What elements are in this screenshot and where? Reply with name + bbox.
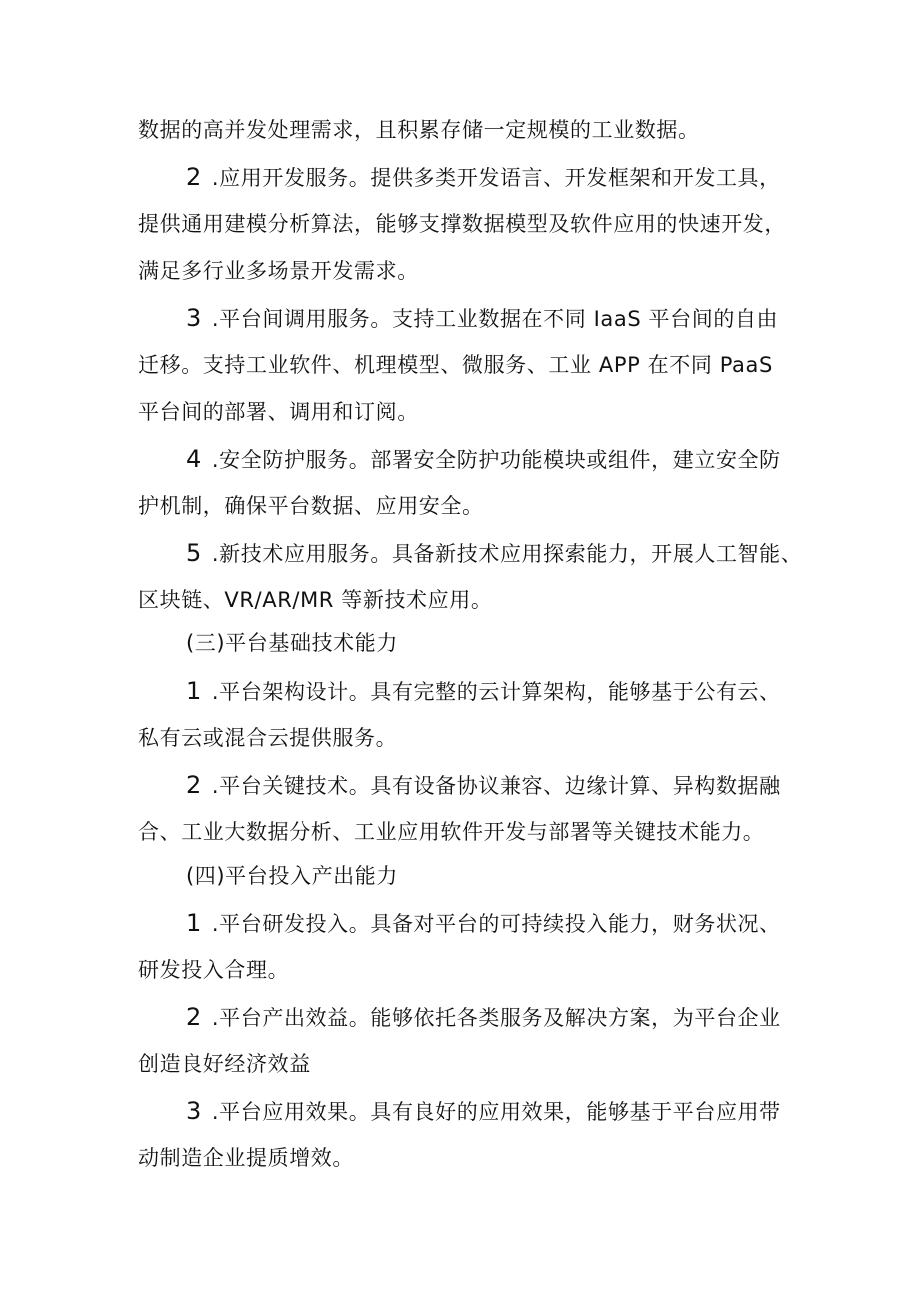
list-item-1-architecture: 1 .平台架构设计。具有完整的云计算架构，能够基于公有云、 <box>186 677 781 705</box>
section-heading-4: (四)平台投入产出能力 <box>186 864 398 888</box>
paragraph-line: 满足多行业多场景开发需求。 <box>138 259 419 283</box>
paragraph-line: 合、工业大数据分析、工业应用软件开发与部署等关键技术能力。 <box>138 820 765 844</box>
item-number: 2 <box>186 1003 202 1031</box>
paragraph-line: 创造良好经济效益 <box>138 1052 311 1076</box>
item-number: 2 <box>186 771 202 799</box>
paragraph-line: 提供通用建模分析算法，能够支撑数据模型及软件应用的快速开发， <box>138 212 786 236</box>
list-item-1-rd-input: 1 .平台研发投入。具备对平台的可持续投入能力，财务状况、 <box>186 909 781 937</box>
list-item-2-app-dev: 2 .应用开发服务。提供多类开发语言、开发框架和开发工具， <box>186 163 781 191</box>
paragraph-line: 私有云或混合云提供服务。 <box>138 726 398 750</box>
item-number: 4 <box>186 445 202 473</box>
list-item-4-security: 4 .安全防护服务。部署安全防护功能模块或组件，建立安全防 <box>186 445 781 473</box>
item-number: 3 <box>186 1097 202 1125</box>
item-number: 3 <box>186 304 202 332</box>
paragraph-line: 动制造企业提质增效。 <box>138 1146 354 1170</box>
paragraph-line: 平台间的部署、调用和订阅。 <box>138 400 419 424</box>
item-number: 2 <box>186 163 202 191</box>
paragraph-line: 区块链、VR/AR/MR 等新技术应用。 <box>138 588 493 612</box>
paragraph-line: 数据的高并发处理需求，且积累存储一定规模的工业数据。 <box>138 118 700 142</box>
paragraph-line: 迁移。支持工业软件、机理模型、微服务、工业 APP 在不同 PaaS <box>138 353 773 377</box>
list-item-2-key-tech: 2 .平台关键技术。具有设备协议兼容、边缘计算、异构数据融 <box>186 771 781 799</box>
item-number: 1 <box>186 677 202 705</box>
list-item-3-app-effect: 3 .平台应用效果。具有良好的应用效果，能够基于平台应用带 <box>186 1097 781 1125</box>
list-item-2-output-benefit: 2 .平台产出效益。能够依托各类服务及解决方案，为平台企业 <box>186 1003 781 1031</box>
paragraph-line: 护机制，确保平台数据、应用安全。 <box>138 494 484 518</box>
list-item-5-new-tech: 5 .新技术应用服务。具备新技术应用探索能力，开展人工智能、 <box>186 539 803 567</box>
item-number: 5 <box>186 539 202 567</box>
list-item-3-platform-call: 3 .平台间调用服务。支持工业数据在不同 IaaS 平台间的自由 <box>186 304 779 332</box>
paragraph-line: 研发投入合理。 <box>138 958 290 982</box>
section-heading-3: (三)平台基础技术能力 <box>186 631 398 655</box>
item-number: 1 <box>186 909 202 937</box>
